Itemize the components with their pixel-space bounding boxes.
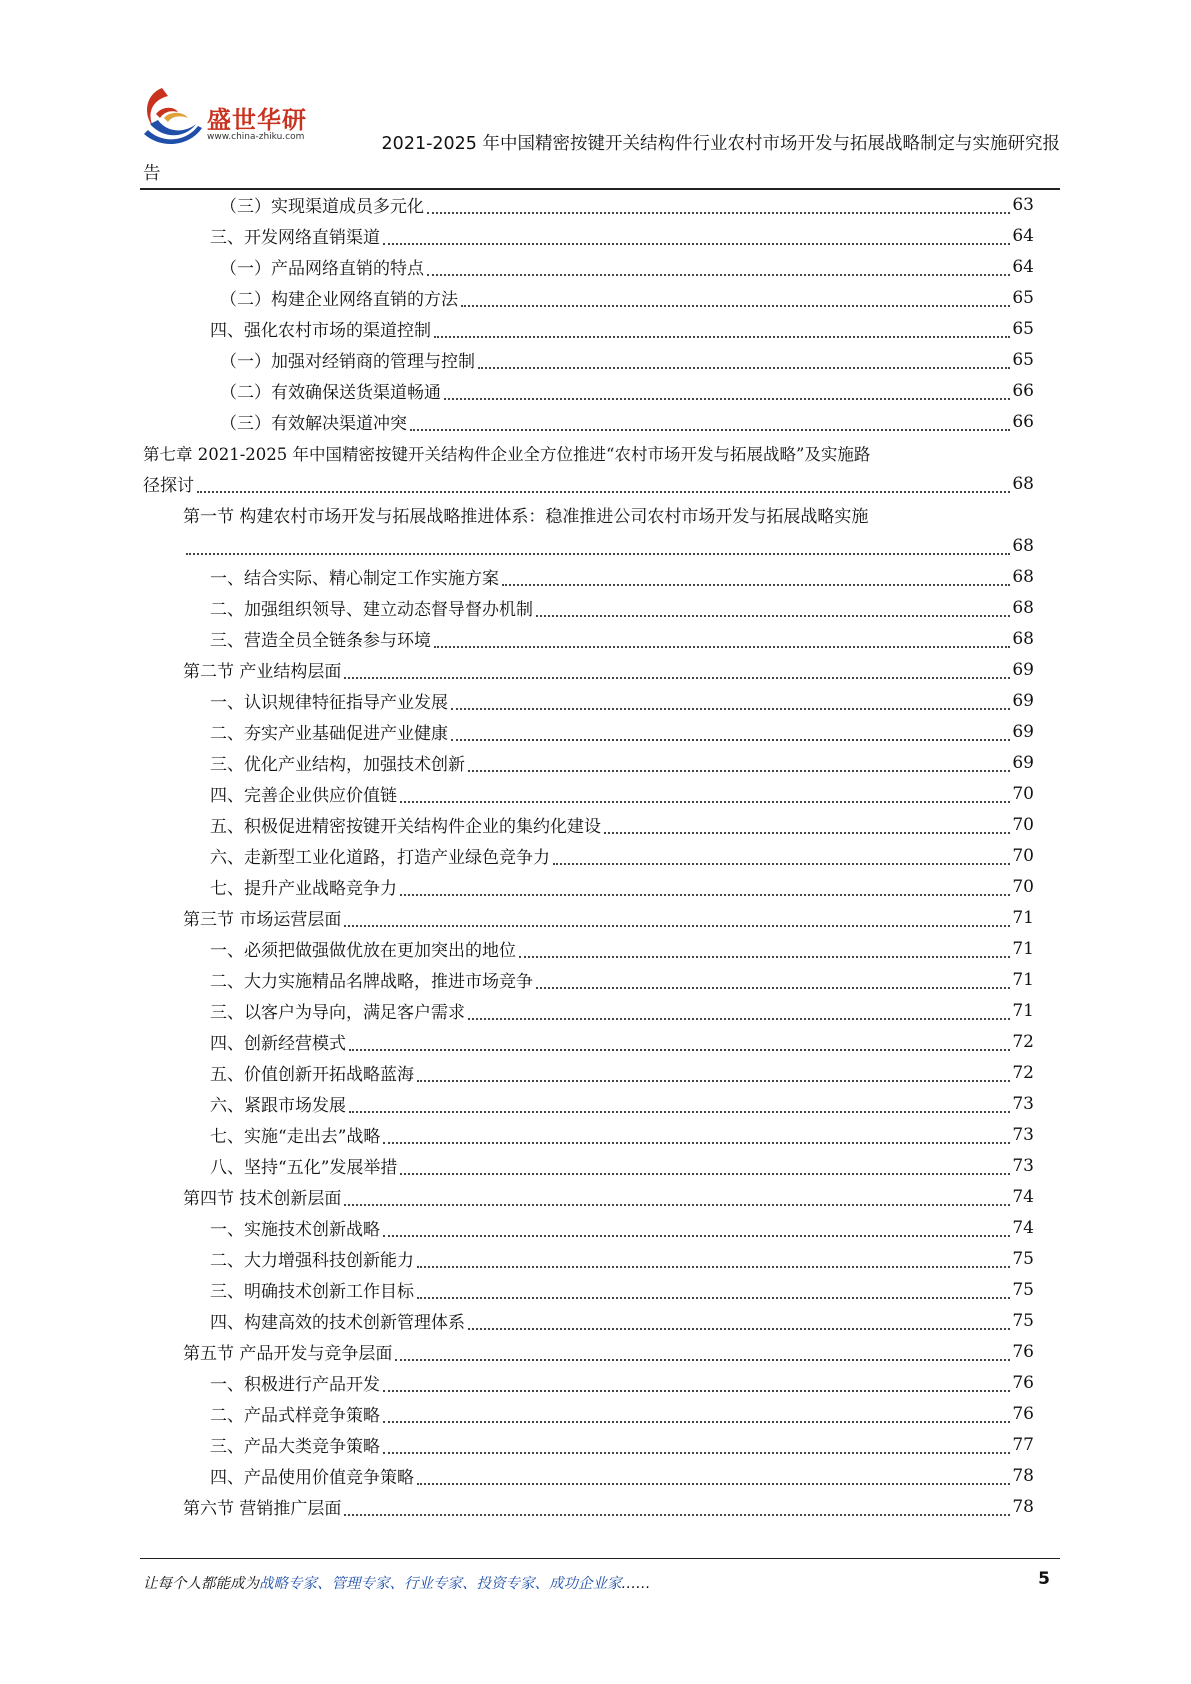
toc-entry-page: 72 <box>1012 1062 1034 1083</box>
toc-entry[interactable] <box>210 1057 1034 1088</box>
toc-entry-label: 一、认识规律特征指导产业发展 <box>210 693 448 713</box>
toc-entry-label: 一、积极进行产品开发 <box>210 1375 380 1395</box>
toc-entry-page: 74 <box>1012 1217 1034 1238</box>
toc-entry-label: 四、完善企业供应价值链 <box>210 786 397 806</box>
toc-entry-page: 76 <box>1012 1372 1034 1393</box>
toc-entry-label: 二、产品式样竞争策略 <box>210 1406 380 1426</box>
dot-leader <box>410 429 1010 431</box>
dot-leader <box>186 553 1010 555</box>
toc-entry-label: 三、以客户为导向，满足客户需求 <box>210 1003 465 1023</box>
dot-leader <box>344 925 1010 927</box>
dot-leader <box>427 212 1010 214</box>
toc-entry[interactable] <box>210 1243 1034 1274</box>
toc-entry-chapter[interactable] <box>143 468 1034 499</box>
dot-leader <box>444 398 1010 400</box>
toc-entry-page: 64 <box>1012 256 1034 277</box>
toc-entry[interactable] <box>210 561 1034 592</box>
toc-entry-page: 76 <box>1012 1341 1034 1362</box>
toc-entry-page: 71 <box>1012 1000 1034 1021</box>
toc-entry[interactable] <box>210 871 1034 902</box>
toc-entry-page: 68 <box>1012 597 1034 618</box>
toc-entry[interactable] <box>210 1398 1034 1429</box>
footer-slogan-suffix: …… <box>621 1576 651 1592</box>
toc-entry-label: 二、大力增强科技创新能力 <box>210 1251 414 1271</box>
toc-entry[interactable] <box>220 375 1034 406</box>
dot-leader <box>434 646 1010 648</box>
dot-leader <box>344 677 1010 679</box>
toc-entry-section[interactable] <box>183 654 1034 685</box>
toc-entry[interactable] <box>220 189 1034 220</box>
toc-entry-page: 66 <box>1012 411 1034 432</box>
toc-entry[interactable] <box>210 747 1034 778</box>
toc-entry-section[interactable] <box>183 1336 1034 1367</box>
toc-entry-section[interactable] <box>183 1491 1034 1522</box>
document-title-continuation: 告 <box>143 164 161 184</box>
toc-entry[interactable] <box>210 1460 1034 1491</box>
dot-leader <box>553 863 1010 865</box>
toc-entry-page: 76 <box>1012 1403 1034 1424</box>
toc-entry-label: 六、走新型工业化道路，打造产业绿色竞争力 <box>210 848 550 868</box>
toc-entry-section[interactable] <box>183 530 1034 561</box>
toc-entry-page: 73 <box>1012 1155 1034 1176</box>
toc-entry[interactable] <box>210 592 1034 623</box>
toc-entry-label: （三）有效解决渠道冲突 <box>220 414 407 434</box>
toc-entry-label: 径探讨 <box>143 476 194 496</box>
brand-name: 盛世华研 <box>207 106 307 134</box>
toc-entry-page: 70 <box>1012 845 1034 866</box>
toc-entry-page: 71 <box>1012 969 1034 990</box>
dot-leader <box>383 1235 1010 1237</box>
dot-leader <box>349 1111 1010 1113</box>
toc-entry[interactable] <box>210 1088 1034 1119</box>
toc-entry-page: 65 <box>1012 287 1034 308</box>
dot-leader <box>383 1142 1010 1144</box>
dot-leader <box>417 1266 1010 1268</box>
page-number: 5 <box>1038 1569 1050 1589</box>
toc-entry[interactable] <box>220 282 1034 313</box>
toc-entry-page: 70 <box>1012 814 1034 835</box>
toc-entry-label: 六、紧跟市场发展 <box>210 1096 346 1116</box>
toc-entry-label: 四、强化农村市场的渠道控制 <box>210 321 431 341</box>
toc-entry-label: 三、产品大类竞争策略 <box>210 1437 380 1457</box>
toc-entry-label: 五、价值创新开拓战略蓝海 <box>210 1065 414 1085</box>
dot-leader <box>417 1297 1010 1299</box>
toc-entry-page: 69 <box>1012 721 1034 742</box>
document-title: 2021-2025 年中国精密按键开关结构件行业农村市场开发与拓展战略制定与实施研究报 <box>381 134 1060 154</box>
toc-entry-label: 三、明确技术创新工作目标 <box>210 1282 414 1302</box>
toc-entry-label: （一）产品网络直销的特点 <box>220 259 424 279</box>
toc-entry[interactable] <box>210 809 1034 840</box>
dot-leader <box>468 1328 1010 1330</box>
toc-entry-page: 78 <box>1012 1496 1034 1517</box>
toc-entry[interactable] <box>210 995 1034 1026</box>
dot-leader <box>468 770 1010 772</box>
toc-entry-page: 70 <box>1012 783 1034 804</box>
dot-leader <box>417 1080 1010 1082</box>
dot-leader <box>383 243 1010 245</box>
toc-section-heading[interactable]: 第一节 构建农村市场开发与拓展战略推进体系：稳准推进公司农村市场开发与拓展战略实施 <box>183 507 869 527</box>
toc-entry-label: （二）构建企业网络直销的方法 <box>220 290 458 310</box>
dot-leader <box>427 274 1010 276</box>
toc-entry-page: 68 <box>1012 566 1034 587</box>
toc-entry-page: 65 <box>1012 318 1034 339</box>
dot-leader <box>451 739 1010 741</box>
toc-entry[interactable] <box>210 1305 1034 1336</box>
toc-entry-label: 一、结合实际、精心制定工作实施方案 <box>210 569 499 589</box>
toc-entry[interactable] <box>220 344 1034 375</box>
toc-entry[interactable] <box>210 1212 1034 1243</box>
dot-leader <box>461 305 1010 307</box>
toc-entry-page: 71 <box>1012 907 1034 928</box>
toc-entry-page: 73 <box>1012 1124 1034 1145</box>
toc-entry[interactable] <box>210 1274 1034 1305</box>
toc-entry-page: 75 <box>1012 1310 1034 1331</box>
toc-entry[interactable] <box>220 251 1034 282</box>
toc-entry-section[interactable] <box>183 1181 1034 1212</box>
toc-entry-label: 二、加强组织领导、建立动态督导督办机制 <box>210 600 533 620</box>
dot-leader <box>344 1514 1010 1516</box>
dot-leader <box>604 832 1010 834</box>
toc-entry-page: 64 <box>1012 225 1034 246</box>
toc-entry-label: 第四节 技术创新层面 <box>183 1189 342 1209</box>
toc-entry-label: （三）实现渠道成员多元化 <box>220 197 424 217</box>
toc-entry[interactable] <box>210 313 1034 344</box>
toc-entry-page: 68 <box>1012 535 1034 556</box>
toc-entry-label: 一、实施技术创新战略 <box>210 1220 380 1240</box>
dot-leader <box>395 1359 1010 1361</box>
toc-entry-label: （二）有效确保送货渠道畅通 <box>220 383 441 403</box>
dot-leader <box>536 987 1010 989</box>
toc-entry-page: 69 <box>1012 690 1034 711</box>
dot-leader <box>468 1018 1010 1020</box>
toc-entry[interactable] <box>210 716 1034 747</box>
dot-leader <box>434 336 1010 338</box>
toc-entry[interactable] <box>220 406 1034 437</box>
toc-entry-page: 78 <box>1012 1465 1034 1486</box>
toc-entry-label: 第五节 产品开发与竞争层面 <box>183 1344 393 1364</box>
dot-leader <box>400 894 1010 896</box>
toc-entry-label: 四、产品使用价值竞争策略 <box>210 1468 414 1488</box>
toc-entry-label: 第二节 产业结构层面 <box>183 662 342 682</box>
dot-leader <box>502 584 1010 586</box>
toc-entry-page: 69 <box>1012 659 1034 680</box>
toc-entry-label: 三、开发网络直销渠道 <box>210 228 380 248</box>
toc-entry-page: 75 <box>1012 1279 1034 1300</box>
toc-entry[interactable] <box>210 778 1034 809</box>
dot-leader <box>451 708 1010 710</box>
toc-entry-section[interactable] <box>183 902 1034 933</box>
toc-entry-label: 四、构建高效的技术创新管理体系 <box>210 1313 465 1333</box>
toc-entry[interactable] <box>210 1429 1034 1460</box>
dot-leader <box>349 1049 1010 1051</box>
dot-leader <box>478 367 1010 369</box>
toc-entry-label: 七、实施“走出去”战略 <box>210 1127 381 1147</box>
toc-entry-page: 72 <box>1012 1031 1034 1052</box>
toc-entry-label: 三、优化产业结构，加强技术创新 <box>210 755 465 775</box>
toc-entry[interactable] <box>210 1150 1034 1181</box>
toc-entry[interactable] <box>210 220 1034 251</box>
dot-leader <box>536 615 1010 617</box>
toc-entry-label: 四、创新经营模式 <box>210 1034 346 1054</box>
footer-divider <box>140 1558 1060 1559</box>
toc-entry[interactable] <box>210 1367 1034 1398</box>
toc-entry-label: 二、夯实产业基础促进产业健康 <box>210 724 448 744</box>
toc-chapter-heading[interactable]: 第七章 2021-2025 年中国精密按键开关结构件企业全方位推进“农村市场开发与拓展战略”及实施路 <box>143 444 871 464</box>
toc-entry-page: 68 <box>1012 473 1034 494</box>
toc-entry[interactable] <box>210 685 1034 716</box>
toc-entry-label: 二、大力实施精品名牌战略，推进市场竞争 <box>210 972 533 992</box>
toc-entry-label: 第六节 营销推广层面 <box>183 1499 342 1519</box>
dot-leader <box>519 956 1010 958</box>
toc-entry-page: 63 <box>1012 194 1034 215</box>
footer-slogan <box>143 1572 651 1593</box>
toc-entry-page: 77 <box>1012 1434 1034 1455</box>
toc-entry[interactable] <box>210 623 1034 654</box>
dot-leader <box>400 1173 1010 1175</box>
dot-leader <box>383 1421 1010 1423</box>
footer-slogan-prefix: 让每个人都能成为 <box>143 1576 259 1592</box>
dot-leader <box>383 1452 1010 1454</box>
dot-leader <box>383 1390 1010 1392</box>
toc-entry-label: 第三节 市场运营层面 <box>183 910 342 930</box>
toc-entry-label: 八、坚持“五化”发展举措 <box>210 1158 398 1178</box>
toc-entry[interactable] <box>210 1026 1034 1057</box>
toc-entry[interactable] <box>210 1119 1034 1150</box>
toc-entry-page: 69 <box>1012 752 1034 773</box>
dot-leader <box>400 801 1010 803</box>
toc-entry-label: 五、积极促进精密按键开关结构件企业的集约化建设 <box>210 817 601 837</box>
toc-entry-page: 68 <box>1012 628 1034 649</box>
toc-entry[interactable] <box>210 840 1034 871</box>
toc-entry-page: 74 <box>1012 1186 1034 1207</box>
toc-entry-page: 70 <box>1012 876 1034 897</box>
dot-leader <box>417 1483 1010 1485</box>
footer-slogan-highlight: 战略专家、管理专家、行业专家、投资专家、成功企业家 <box>259 1576 622 1592</box>
toc-entry-page: 71 <box>1012 938 1034 959</box>
toc-entry-label: 三、营造全员全链条参与环境 <box>210 631 431 651</box>
toc-entry-page: 66 <box>1012 380 1034 401</box>
toc-entry-page: 73 <box>1012 1093 1034 1114</box>
toc-entry[interactable] <box>210 964 1034 995</box>
toc-entry-label: 一、必须把做强做优放在更加突出的地位 <box>210 941 516 961</box>
toc-entry-label: 七、提升产业战略竞争力 <box>210 879 397 899</box>
dot-leader <box>344 1204 1010 1206</box>
toc-entry-label: （一）加强对经销商的管理与控制 <box>220 352 475 372</box>
brand-url: www.china-zhiku.com <box>207 132 305 142</box>
toc-entry-page: 75 <box>1012 1248 1034 1269</box>
dot-leader <box>197 491 1010 493</box>
toc-entry-page: 65 <box>1012 349 1034 370</box>
toc-entry[interactable] <box>210 933 1034 964</box>
